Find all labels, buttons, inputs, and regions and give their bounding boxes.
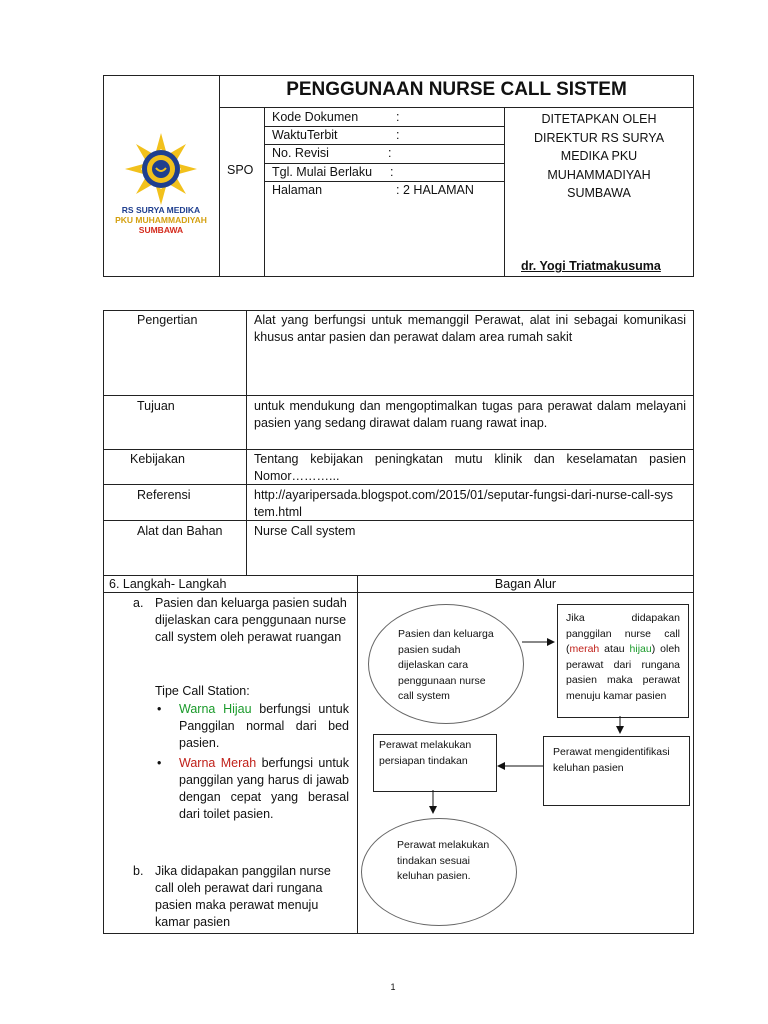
sun-emblem-icon: [106, 133, 216, 205]
color-word-green: Warna Hijau: [179, 702, 252, 716]
tipe-call-title: Tipe Call Station:: [155, 684, 250, 698]
row-label: Kebijakan: [130, 452, 185, 466]
logo-hospital-name: RS SURYA MEDIKA: [121, 205, 201, 215]
steps-header: 6. Langkah- Langkah: [109, 577, 227, 591]
row-label: Referensi: [137, 488, 191, 502]
row-content: untuk mendukung dan mengoptimalkan tugas para perawat dalam melayani pasien yang sedang dirawat dalam ruang rawat inap.: [254, 399, 686, 430]
flow-box-call-detected: Jika didapakan panggilan nurse call (merah atau hijau) oleh perawat dari rungana pasien maka perawat menuju kamar pasien: [557, 604, 689, 718]
reference-link[interactable]: http://ayaripersada.blogspot.com/2015/01/seputar-fungsi-dari-nurse-call-system.html: [254, 488, 673, 519]
hospital-logo: [106, 133, 216, 233]
color-word-red: Warna Merah: [179, 756, 257, 770]
flow-box-prepare: Perawat melakukan persiapan tindakan: [373, 734, 497, 792]
flow-header: Bagan Alur: [494, 577, 557, 591]
signatory-name: dr. Yogi Triatmakusuma: [521, 259, 661, 273]
bullet-icon: •: [157, 702, 162, 716]
row-label: Alat dan Bahan: [137, 524, 223, 538]
logo-city: SUMBAWA: [138, 225, 184, 235]
row-label: Tujuan: [137, 399, 175, 413]
approval-block: DITETAPKAN OLEH DIREKTUR RS SURYA MEDIKA PKU MUHAMMADIYAH SUMBAWA: [533, 112, 665, 200]
bullet-icon: •: [157, 756, 162, 770]
row-content: Alat yang berfungsi untuk memanggil Perawat, alat ini sebagai komunikasi khusus antar pasien dan perawat dalam area rumah sakit: [254, 313, 686, 344]
page-title: PENGGUNAAN NURSE CALL SISTEM: [286, 79, 627, 100]
logo-org-name: PKU MUHAMMADIYAH: [115, 215, 207, 225]
spo-label: SPO: [227, 163, 254, 177]
row-label: Pengertian: [137, 313, 198, 327]
row-content: Nurse Call system: [254, 524, 356, 538]
page-number: 1: [390, 982, 396, 992]
flow-box-identify: Perawat mengidentifikasi keluhan pasien: [543, 736, 690, 806]
row-content: Tentang kebijakan peningkatan mutu klinik dan keselamatan pasien Nomor………...: [254, 452, 686, 483]
